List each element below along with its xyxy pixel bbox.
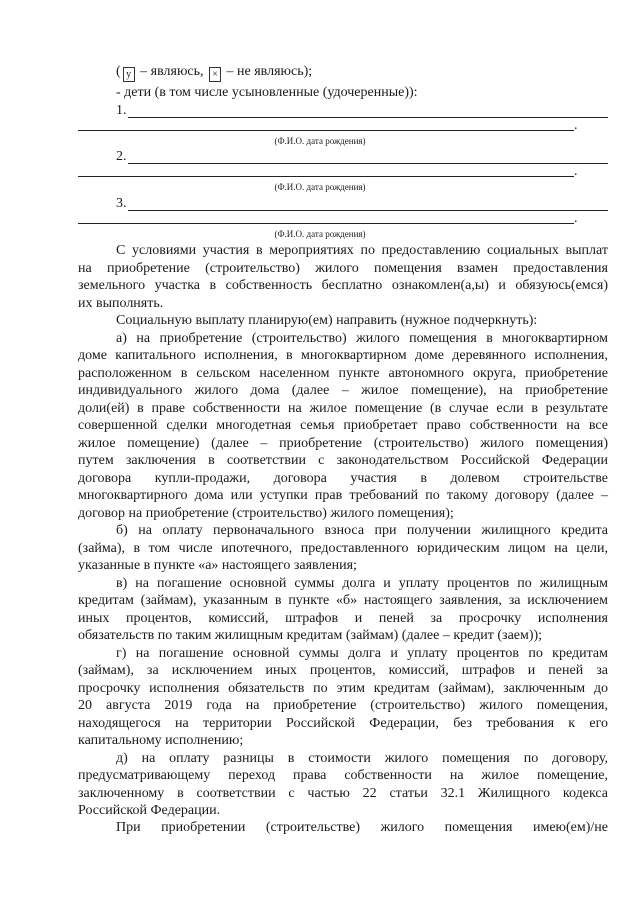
child-3-line-b (78, 223, 574, 224)
child-1-number: 1. (116, 103, 127, 118)
child-2-caption: (Ф.И.О. дата рождения) (274, 182, 366, 192)
body-line: (займам), за исключением иных процентов, комиссий, штрафов и пеней за (78, 663, 608, 678)
child-1-line-b (78, 130, 574, 131)
body-line: иных процентов, комиссий, штрафов и пеней за просрочку исполнения (78, 611, 608, 626)
body-line: земельного участка в собственность бесплатно ознакомлен(а,ы) и обязуюсь(емся) (78, 278, 608, 293)
body-line: находящегося на территории Российской Федерации, без требования к его (78, 716, 608, 731)
body-line: их выполнять. (78, 296, 164, 311)
body-line: расположенном в сельском населенном пункте автономного округа, приобретение (78, 366, 608, 381)
body-line: а) на приобретение (строительство) жилого помещения в многоквартирном (116, 331, 608, 346)
body-line: Социальную выплату планирую(ем) направить (нужное подчеркнуть): (116, 313, 538, 328)
child-3-line-a (128, 210, 608, 211)
child-3-number: 3. (116, 196, 127, 211)
body-line: кредитам (займам), указанным в пункте «б» настоящего заявления, за исключением (78, 593, 608, 608)
child-3-caption: (Ф.И.О. дата рождения) (274, 229, 366, 239)
child-1-caption: (Ф.И.О. дата рождения) (274, 136, 366, 146)
body-line: путем заключения в соответствии с законодательством Российской Федерации (78, 453, 608, 468)
body-line: При приобретении (строительстве) жилого помещения имею(ем)/не (116, 820, 608, 835)
child-1-end-dot: . (574, 118, 578, 133)
body-line: жилое помещение) (далее – приобретение (строительство) жилого помещения) (78, 436, 608, 451)
body-line: заключенному в соответствии с частью 22 статьи 32.1 Жилищного кодекса (78, 786, 608, 801)
child-2-end-dot: . (574, 164, 578, 179)
body-line: доме капитального исполнения, в многоквартирном доме деревянного исполнения, (78, 348, 608, 363)
body-line: Российской Федерации. (78, 803, 221, 818)
body-line: С условиями участия в мероприятиях по предоставлению социальных выплат (116, 243, 608, 258)
unchecked-box-icon: × (209, 67, 221, 82)
child-3-end-dot: . (574, 211, 578, 226)
child-2-line-b (78, 176, 574, 177)
body-line: обязательств по таким жилищным кредитам (займам) (далее – кредит (заем)); (78, 628, 543, 643)
children-heading: - дети (в том числе усыновленные (удочеренные)): (116, 85, 418, 100)
child-1-line-a (128, 117, 608, 118)
body-line: договора купли-продажи, договора участия в долевом строительстве (78, 471, 608, 486)
body-line: совершенной сделки многодетная семья приобретает право собственности на все (78, 418, 608, 433)
body-line: индивидуального жилого дома (далее – жилое помещение), на приобретение (78, 383, 608, 398)
body-line: д) на оплату разницы в стоимости жилого помещения по договору, (116, 751, 608, 766)
body-line: 20 августа 2019 года на приобретение (строительство) жилого помещения, (78, 698, 608, 713)
body-line: просрочку исполнения обязательств по этим кредитам (займам), заключенным до (78, 681, 608, 696)
status-unchecked-text: – не являюсь); (226, 64, 313, 79)
checked-box-icon: у (123, 67, 135, 82)
body-line: доли(ей) в праве собственности на жилое помещение (в случае если в результате (78, 401, 608, 416)
body-line: капитальному исполнению; (78, 733, 244, 748)
status-open-paren: ( (116, 64, 121, 79)
body-line: г) на погашение основной суммы долга и уплату процентов по кредитам (116, 646, 608, 661)
body-line: на приобретение (строительство) жилого помещения взамен предоставления (78, 261, 608, 276)
child-2-line-a (128, 163, 608, 164)
body-line: в) на погашение основной суммы долга и уплату процентов по жилищным (116, 576, 608, 591)
body-line: предусматривающему переход права собственности на жилое помещение, (78, 768, 608, 783)
child-2-number: 2. (116, 149, 127, 164)
status-line (116, 63, 312, 82)
body-line: многоквартирного дома или уступки прав требований по такому договору (далее – (78, 488, 608, 503)
body-line: договор на приобретение (строительство) жилого помещения); (78, 506, 454, 521)
body-line: б) на оплату первоначального взноса при получении жилищного кредита (116, 523, 608, 538)
status-checked-text: – являюсь, (140, 64, 204, 79)
body-line: указанные в пункте «а» настоящего заявления; (78, 558, 357, 573)
body-line: (займа), в том числе ипотечного, предоставленного юридическим лицом на цели, (78, 541, 608, 556)
